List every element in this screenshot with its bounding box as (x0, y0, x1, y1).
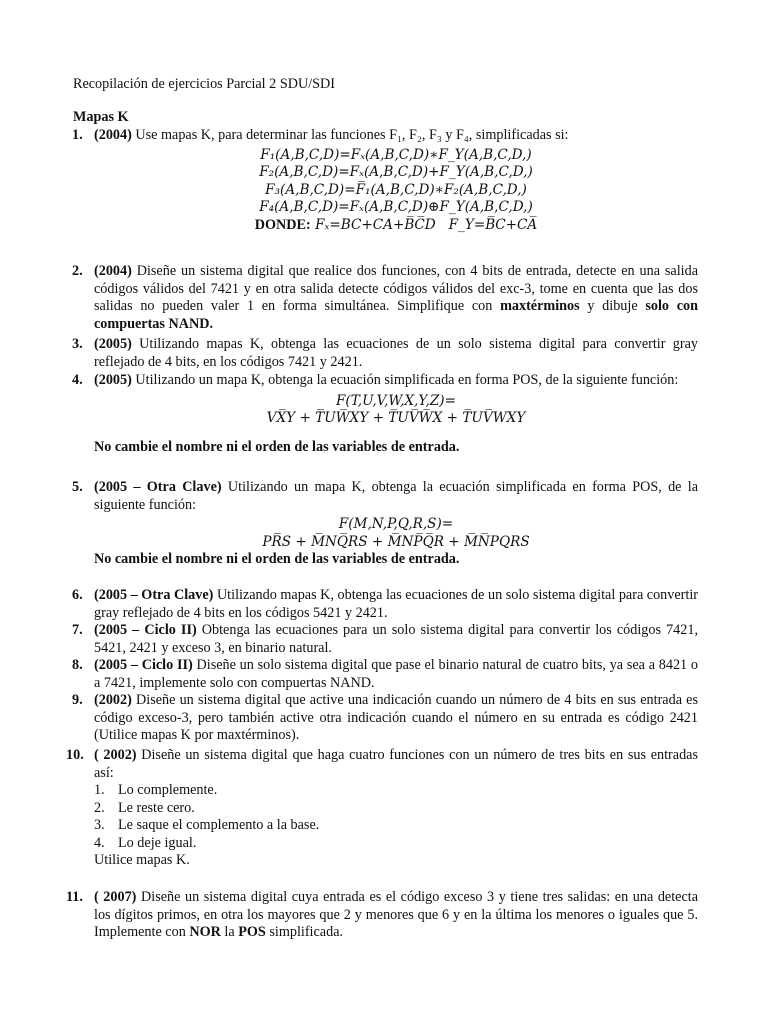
exercise-year: (2005) (94, 372, 132, 388)
exercise-year: (2005) (94, 336, 132, 352)
exercise-text: Obtenga las ecuaciones para un solo sistema digital para convertir los códigos 7421, 5421, 2421 y exceso 3, en binario natural. (94, 622, 698, 656)
donde-label: DONDE: (254, 216, 311, 233)
exercise-year: (2005 – Otra Clave) (94, 479, 222, 495)
exercise-1 (72, 127, 698, 234)
exercise-year: (2005 – Ciclo II) (94, 622, 197, 638)
exercise-text: la (220, 924, 239, 940)
equation-donde (94, 217, 698, 235)
exercise-text: Diseñe un solo sistema digital que pase el binario natural de cuatro bits, ya sea a 8421 o a 7421, implemente solo con compuertas NAND. (94, 657, 698, 691)
exercise-number: 1. (72, 127, 83, 143)
exercise-year: ( 2007) (94, 889, 137, 905)
exercise-number: 10. (66, 747, 84, 763)
equation-f4: F₄(A,B,C,D)=Fₓ(A,B,C,D)⊕F_Y(A,B,C,D,) (259, 199, 533, 215)
exercise-text: y dibuje (579, 298, 646, 314)
exercise-year: (2005 – Otra Clave) (94, 587, 214, 603)
list-item: 3. Le saque el complemento a la base. (94, 817, 320, 833)
exercise-6 (72, 587, 698, 622)
list-item: 2. Le reste cero. (94, 799, 195, 816)
equation-f3: F₃(A,B,C,D)=F̅₁(A,B,C,D)∗F₂(A,B,C,D,) (265, 181, 527, 198)
document-title: Recopilación de ejercicios Parcial 2 SDU/SDI (73, 76, 335, 92)
exercise-year: ( 2002) (94, 747, 137, 763)
exercise-number: 5. (72, 479, 83, 495)
exercise-11 (66, 889, 699, 942)
exercise-note: No cambie el nombre ni el orden de las variables de entrada. (94, 551, 460, 567)
list-item: 1. Lo complemente. (94, 782, 218, 798)
exercise-2 (72, 263, 698, 333)
exercise-text: Diseñe un sistema digital que active una indicación cuando un número de 4 bits en sus entrada es código exceso-3, pero también active otra indicación cuando el número en su entrada es código 2421 (Utilice mapas K por maxtérminos). (94, 692, 698, 743)
exercise-8 (72, 657, 698, 692)
exercise-number: 3. (72, 336, 83, 352)
exercise-year: (2004) (94, 127, 132, 143)
exercise-number: 7. (72, 622, 83, 638)
sub-list (94, 782, 698, 852)
exercise-4 (72, 372, 698, 456)
exercise-number: 8. (72, 657, 83, 673)
equation-body: VX̅Y + T̅UW̅XY + T̅UV̅W̅X + T̅UV̅WXY (266, 410, 526, 426)
exercise-5 (72, 479, 698, 569)
list-item: 4. Lo deje igual. (94, 834, 197, 851)
equation-fy: F_Y=B̅C+CA̅ (448, 216, 538, 233)
exercise-text: Utilizando mapas K, obtenga las ecuaciones de un solo sistema digital para convertir gray reflejado de 4 bits en los códigos 5421 y 2421. (94, 587, 698, 621)
exercise-number: 9. (72, 692, 83, 708)
exercise-year: (2004) (94, 263, 132, 279)
exercise-number: 2. (72, 263, 83, 279)
exercise-note: No cambie el nombre ni el orden de las variables de entrada. (94, 438, 460, 455)
exercise-year: (2005 – Ciclo II) (94, 657, 193, 673)
exercise-bold: NOR (189, 924, 221, 940)
equation-f2: F₂(A,B,C,D)=Fₓ(A,B,C,D)+F_Y(A,B,C,D,) (259, 164, 533, 180)
exercise-number: 4. (72, 372, 83, 388)
exercise-text: Diseñe un sistema digital cuya entrada es el código exceso 3 y tiene tres salidas: en una detecta los dígitos primos, en otra los mayores que 2 y menores que 6 y en la última los menores o iguales que 5. Implemente con (94, 889, 699, 940)
equation-head: F(T,U,V,W,X,Y,Z)= (335, 392, 456, 409)
exercise-bold: POS (238, 924, 266, 940)
section-heading: Mapas K (73, 109, 129, 125)
exercise-10 (66, 747, 698, 870)
exercise-text: Utilizando un mapa K, obtenga la ecuación simplificada en forma POS, de la siguiente función: (131, 372, 679, 388)
exercise-number: 11. (66, 889, 83, 905)
exercise-footer: Utilice mapas K. (94, 852, 190, 868)
exercise-text: Use mapas K, para determinar las funciones F₁, F₂, F₃ y F₄, simplificadas si: (131, 127, 569, 143)
exercise-text: Diseñe un sistema digital que realice dos funciones, con 4 bits de entrada, detecte en una salida códigos válidos del 7421 y en otra salida detecte códigos válidos del exc-3, tome en cuenta que las dos salidas no pueden valer 1 en forma simultánea. Simplifique con (94, 263, 698, 314)
exercise-year: (2002) (94, 692, 132, 708)
exercise-bold: solo con compuertas NAND. (94, 298, 698, 332)
exercise-text: Utilizando un mapa K, obtenga la ecuación simplificada en forma POS, de la siguiente función: (94, 479, 698, 513)
exercise-number: 6. (72, 587, 83, 603)
exercise-text: Diseñe un sistema digital que haga cuatro funciones con un número de tres bits en sus entradas así: (94, 747, 698, 781)
exercise-text: Utilizando mapas K, obtenga las ecuaciones de un solo sistema digital para convertir gray reflejado de 4 bits, en los códigos 7421 y 2421. (94, 336, 698, 370)
exercise-3 (72, 336, 698, 371)
exercise-bold: maxtérminos (500, 298, 580, 314)
equation-fx: Fₓ=BC+CA+B̅C̅D (315, 216, 436, 233)
equation-body: PR̅S + M̅NQ̅RS + M̅NP̅Q̅R + M̅N̅PQRS (262, 533, 530, 550)
equation-head: F(M,N,P,Q,R,S)= (338, 516, 454, 532)
equation-f1: F₁(A,B,C,D)=Fₓ(A,B,C,D)∗F_Y(A,B,C,D,) (260, 146, 532, 163)
exercise-text: simplificada. (265, 924, 344, 940)
exercise-9 (72, 692, 698, 745)
exercise-7 (72, 622, 698, 657)
